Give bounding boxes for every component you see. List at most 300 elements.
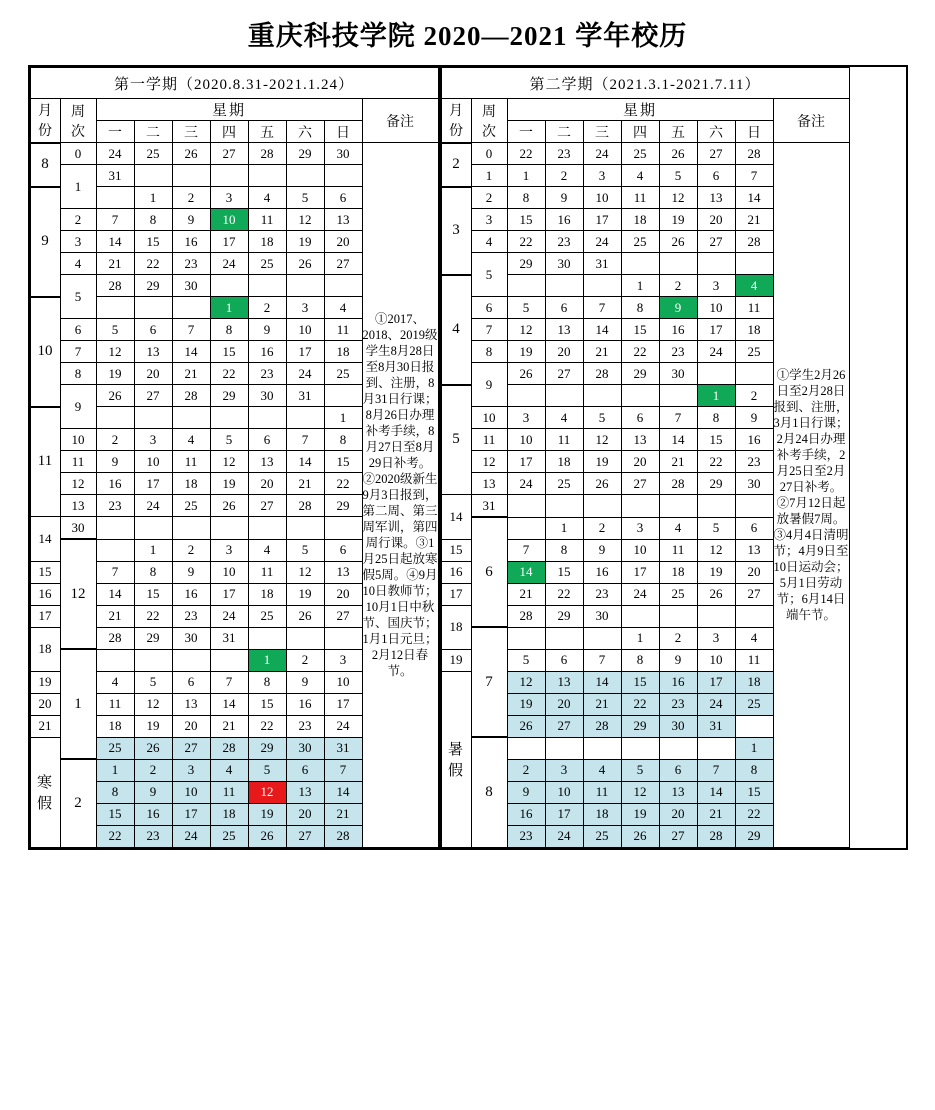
week-no-cell: 7: [471, 319, 507, 341]
day-cell: 11: [545, 429, 583, 451]
day-cell: 4: [248, 539, 286, 561]
header-note: 备注: [362, 99, 438, 143]
day-cell: 12: [248, 781, 286, 803]
day-cell: 17: [210, 231, 248, 253]
day-cell: [286, 275, 324, 297]
day-cell: [697, 737, 735, 759]
day-cell: [286, 517, 324, 540]
day-cell: 26: [134, 737, 172, 759]
week-no-cell: 6: [471, 297, 507, 319]
day-cell: [659, 737, 697, 759]
day-cell: 19: [286, 231, 324, 253]
day-cell: [735, 605, 773, 627]
day-cell: 11: [583, 781, 621, 803]
day-cell: [583, 627, 621, 649]
week-no-cell: 1: [471, 165, 507, 187]
day-cell: 21: [324, 803, 362, 825]
day-cell: 6: [621, 407, 659, 429]
day-cell: 22: [545, 583, 583, 605]
day-cell: 25: [324, 363, 362, 385]
day-cell: [659, 253, 697, 275]
day-cell: 11: [324, 319, 362, 341]
day-cell: 16: [545, 209, 583, 231]
day-cell: 7: [210, 671, 248, 693]
month-cell: 2: [60, 759, 96, 847]
day-cell: 28: [324, 825, 362, 847]
day-cell: 29: [210, 385, 248, 407]
day-cell: 3: [324, 649, 362, 671]
day-cell: 3: [583, 165, 621, 187]
page-title: 重庆科技学院 2020—2021 学年校历: [247, 21, 688, 51]
day-cell: 19: [96, 363, 134, 385]
day-cell: 10: [697, 297, 735, 319]
header-note: 备注: [773, 99, 849, 143]
day-cell: [621, 605, 659, 627]
day-cell: 17: [697, 671, 735, 693]
day-cell: 17: [210, 583, 248, 605]
day-cell: 28: [659, 473, 697, 495]
day-cell: 11: [210, 781, 248, 803]
week-no-cell: 19: [441, 649, 471, 671]
day-cell: 20: [172, 715, 210, 737]
day-cell: 14: [172, 341, 210, 363]
day-cell: [324, 385, 362, 407]
day-cell: 13: [621, 429, 659, 451]
day-cell: 3: [210, 539, 248, 561]
day-cell: 23: [507, 825, 545, 847]
day-cell: [621, 737, 659, 759]
day-cell: 5: [659, 165, 697, 187]
term-table: [30, 67, 439, 848]
week-no-cell: 1: [60, 165, 96, 209]
day-cell: 23: [248, 363, 286, 385]
day-cell: 22: [96, 825, 134, 847]
day-cell: 25: [583, 825, 621, 847]
weekday-label-3: 四: [621, 121, 659, 143]
week-no-cell: 16: [30, 583, 60, 605]
day-cell: 31: [697, 715, 735, 737]
day-cell: 17: [507, 451, 545, 473]
day-cell: [583, 385, 621, 407]
day-cell: 20: [286, 803, 324, 825]
day-cell: 27: [545, 363, 583, 385]
month-cell: 5: [441, 385, 471, 495]
day-cell: 29: [507, 253, 545, 275]
day-cell: 1: [621, 627, 659, 649]
day-cell: 9: [735, 407, 773, 429]
day-cell: 1: [545, 517, 583, 539]
day-cell: 25: [248, 253, 286, 275]
table-row: [30, 143, 438, 165]
month-cell: 4: [441, 275, 471, 385]
day-cell: 13: [697, 187, 735, 209]
week-no-cell: 19: [30, 671, 60, 693]
day-cell: 16: [172, 231, 210, 253]
day-cell: 27: [545, 715, 583, 737]
day-cell: 27: [172, 737, 210, 759]
month-cell: 2: [441, 143, 471, 187]
day-cell: 23: [545, 143, 583, 165]
week-no-cell: 2: [471, 187, 507, 209]
week-no-cell: 12: [60, 473, 96, 495]
day-cell: 18: [172, 473, 210, 495]
day-cell: 12: [583, 429, 621, 451]
day-cell: 16: [583, 561, 621, 583]
day-cell: 2: [735, 385, 773, 407]
day-cell: [659, 385, 697, 407]
term-heading: 第二学期（2021.3.1-2021.7.11）: [441, 68, 849, 99]
day-cell: [96, 517, 134, 540]
month-cell: 12: [60, 539, 96, 649]
day-cell: 10: [545, 781, 583, 803]
day-cell: 16: [507, 803, 545, 825]
day-cell: 31: [471, 495, 507, 518]
week-no-cell: 16: [441, 561, 471, 583]
day-cell: 5: [286, 539, 324, 561]
month-cell: 11: [30, 407, 60, 517]
day-cell: 6: [735, 517, 773, 539]
day-cell: 13: [545, 319, 583, 341]
day-cell: 30: [735, 473, 773, 495]
week-no-cell: 0: [471, 143, 507, 165]
day-cell: 25: [172, 495, 210, 517]
day-cell: 15: [621, 319, 659, 341]
day-cell: 4: [621, 165, 659, 187]
day-cell: 5: [697, 517, 735, 539]
day-cell: 13: [286, 781, 324, 803]
day-cell: [134, 649, 172, 671]
weekday-label-2: 三: [583, 121, 621, 143]
day-cell: 28: [583, 363, 621, 385]
day-cell: 27: [286, 825, 324, 847]
academic-calendar: [28, 65, 908, 850]
day-cell: 8: [324, 429, 362, 451]
day-cell: 13: [545, 671, 583, 693]
day-cell: 10: [324, 671, 362, 693]
day-cell: 14: [96, 231, 134, 253]
day-cell: 10: [134, 451, 172, 473]
day-cell: 10: [697, 649, 735, 671]
day-cell: 24: [697, 341, 735, 363]
day-cell: 2: [172, 539, 210, 561]
day-cell: [210, 407, 248, 429]
day-cell: 2: [545, 165, 583, 187]
day-cell: [583, 275, 621, 297]
day-cell: 26: [210, 495, 248, 517]
day-cell: 3: [697, 627, 735, 649]
day-cell: 7: [735, 165, 773, 187]
day-cell: 26: [286, 605, 324, 627]
day-cell: 26: [507, 715, 545, 737]
day-cell: [507, 517, 545, 539]
day-cell: 20: [248, 473, 286, 495]
day-cell: 29: [248, 737, 286, 759]
week-no-cell: 14: [30, 517, 60, 562]
day-cell: 28: [735, 231, 773, 253]
day-cell: 19: [507, 341, 545, 363]
day-cell: 22: [248, 715, 286, 737]
day-cell: [545, 385, 583, 407]
day-cell: 2: [134, 759, 172, 781]
day-cell: 11: [172, 451, 210, 473]
day-cell: 25: [621, 143, 659, 165]
day-cell: 29: [286, 143, 324, 165]
weekday-label-5: 六: [286, 121, 324, 143]
vacation-cell: 寒假: [30, 737, 60, 847]
day-cell: 27: [210, 143, 248, 165]
day-cell: 18: [621, 209, 659, 231]
day-cell: 21: [735, 209, 773, 231]
day-cell: 24: [96, 143, 134, 165]
day-cell: 28: [172, 385, 210, 407]
day-cell: 31: [324, 737, 362, 759]
day-cell: 12: [697, 539, 735, 561]
day-cell: 15: [248, 693, 286, 715]
day-cell: 4: [583, 759, 621, 781]
day-cell: 1: [507, 165, 545, 187]
day-cell: [134, 407, 172, 429]
day-cell: 26: [96, 385, 134, 407]
month-cell: 7: [471, 627, 507, 737]
week-no-cell: 10: [60, 429, 96, 451]
week-no-cell: 8: [60, 363, 96, 385]
day-cell: [545, 275, 583, 297]
day-cell: 6: [697, 165, 735, 187]
day-cell: [697, 605, 735, 627]
day-cell: 24: [507, 473, 545, 495]
day-cell: 18: [210, 803, 248, 825]
day-cell: 19: [286, 583, 324, 605]
day-cell: 30: [172, 627, 210, 649]
day-cell: 22: [210, 363, 248, 385]
day-cell: 3: [286, 297, 324, 319]
day-cell: 27: [134, 385, 172, 407]
term-2-block: [441, 67, 850, 848]
day-cell: 11: [248, 561, 286, 583]
day-cell: 8: [134, 209, 172, 231]
week-no-cell: 14: [441, 495, 471, 540]
day-cell: [697, 253, 735, 275]
term-table: [441, 67, 850, 848]
day-cell: [248, 407, 286, 429]
day-cell: 9: [507, 781, 545, 803]
day-cell: 13: [248, 451, 286, 473]
day-cell: 25: [659, 583, 697, 605]
day-cell: [697, 363, 735, 385]
day-cell: 11: [659, 539, 697, 561]
day-cell: 25: [248, 605, 286, 627]
weekday-label-1: 二: [545, 121, 583, 143]
day-cell: 1: [134, 539, 172, 561]
day-cell: 9: [545, 187, 583, 209]
day-cell: 16: [659, 319, 697, 341]
week-no-cell: 11: [60, 451, 96, 473]
day-cell: 13: [324, 561, 362, 583]
day-cell: 16: [659, 671, 697, 693]
header-month: 月 份: [441, 99, 471, 143]
day-cell: 19: [583, 451, 621, 473]
weekday-label-0: 一: [507, 121, 545, 143]
day-cell: [735, 253, 773, 275]
day-cell: 24: [324, 715, 362, 737]
day-cell: 5: [583, 407, 621, 429]
day-cell: 30: [324, 143, 362, 165]
day-cell: 24: [697, 693, 735, 715]
day-cell: 28: [286, 495, 324, 517]
day-cell: 27: [324, 253, 362, 275]
day-cell: 11: [96, 693, 134, 715]
day-cell: 21: [172, 363, 210, 385]
day-cell: 31: [96, 165, 134, 187]
day-cell: 31: [210, 627, 248, 649]
term-heading: 第一学期（2020.8.31-2021.1.24）: [30, 68, 438, 99]
day-cell: 8: [507, 187, 545, 209]
day-cell: 11: [621, 187, 659, 209]
day-cell: 25: [735, 693, 773, 715]
day-cell: 15: [507, 209, 545, 231]
day-cell: 21: [96, 605, 134, 627]
week-no-cell: 3: [60, 231, 96, 253]
day-cell: 12: [286, 209, 324, 231]
day-cell: 12: [507, 319, 545, 341]
day-cell: 9: [134, 781, 172, 803]
day-cell: 5: [134, 671, 172, 693]
day-cell: 29: [134, 627, 172, 649]
day-cell: 26: [697, 583, 735, 605]
day-cell: [172, 165, 210, 187]
day-cell: 22: [507, 143, 545, 165]
month-cell: 3: [441, 187, 471, 275]
day-cell: 14: [735, 187, 773, 209]
day-cell: 26: [659, 231, 697, 253]
weekday-label-3: 四: [210, 121, 248, 143]
day-cell: 22: [735, 803, 773, 825]
day-cell: 14: [583, 671, 621, 693]
day-cell: [659, 605, 697, 627]
day-cell: 5: [286, 187, 324, 209]
day-cell: [583, 495, 621, 518]
weekday-label-6: 日: [735, 121, 773, 143]
day-cell: 7: [96, 209, 134, 231]
header-weekday: 星期: [507, 99, 773, 121]
day-cell: 1: [621, 275, 659, 297]
day-cell: [545, 627, 583, 649]
day-cell: 13: [172, 693, 210, 715]
day-cell: 24: [172, 825, 210, 847]
day-cell: 7: [583, 649, 621, 671]
day-cell: 21: [96, 253, 134, 275]
day-cell: 17: [621, 561, 659, 583]
week-no-cell: 18: [441, 605, 471, 649]
day-cell: 22: [507, 231, 545, 253]
month-cell: 8: [471, 737, 507, 847]
day-cell: 26: [286, 253, 324, 275]
day-cell: 6: [545, 649, 583, 671]
term-note: ①学生2月26日至2月28日报到、注册，3月1日行课；2月24日办理补考手续，2月25日至2月27日补考。②7月12日起放暑假7周。③4月4日清明节；4月9日至10日运动会；5月1日劳动节；6月14日端午节。: [773, 143, 849, 848]
day-cell: 23: [134, 825, 172, 847]
day-cell: 17: [324, 693, 362, 715]
day-cell: 11: [735, 649, 773, 671]
day-cell: 19: [697, 561, 735, 583]
day-cell: 6: [659, 759, 697, 781]
day-cell: 3: [507, 407, 545, 429]
day-cell: 5: [210, 429, 248, 451]
day-cell: 6: [286, 759, 324, 781]
day-cell: 17: [134, 473, 172, 495]
day-cell: [324, 275, 362, 297]
day-cell: [210, 649, 248, 671]
week-no-cell: 12: [471, 451, 507, 473]
week-no-cell: 11: [471, 429, 507, 451]
day-cell: 12: [134, 693, 172, 715]
week-no-cell: 21: [30, 715, 60, 737]
month-cell: 1: [60, 649, 96, 759]
day-cell: [172, 297, 210, 319]
day-cell: 30: [583, 605, 621, 627]
day-cell: 27: [324, 605, 362, 627]
day-cell: [210, 275, 248, 297]
day-cell: 19: [659, 209, 697, 231]
day-cell: 7: [583, 297, 621, 319]
day-cell: 8: [697, 407, 735, 429]
day-cell: [324, 165, 362, 187]
day-cell: 7: [659, 407, 697, 429]
day-cell: 24: [210, 605, 248, 627]
day-cell: 6: [324, 187, 362, 209]
day-cell: 19: [210, 473, 248, 495]
day-cell: 10: [210, 561, 248, 583]
day-cell: 8: [621, 297, 659, 319]
day-cell: [286, 627, 324, 649]
day-cell: 15: [545, 561, 583, 583]
day-cell: 9: [583, 539, 621, 561]
day-cell: 2: [96, 429, 134, 451]
day-cell: 14: [286, 451, 324, 473]
day-cell: 23: [583, 583, 621, 605]
day-cell: 20: [659, 803, 697, 825]
day-cell: 22: [621, 341, 659, 363]
day-cell: 22: [134, 605, 172, 627]
day-cell: 28: [583, 715, 621, 737]
day-cell: 23: [545, 231, 583, 253]
day-cell: 11: [735, 297, 773, 319]
day-cell: 18: [248, 583, 286, 605]
day-cell: [134, 165, 172, 187]
weekday-label-4: 五: [248, 121, 286, 143]
day-cell: 10: [621, 539, 659, 561]
day-cell: [697, 495, 735, 518]
day-cell: 13: [659, 781, 697, 803]
day-cell: 5: [507, 297, 545, 319]
day-cell: 4: [735, 627, 773, 649]
week-no-cell: 15: [30, 561, 60, 583]
week-no-cell: 5: [60, 275, 96, 319]
day-cell: 24: [134, 495, 172, 517]
day-cell: 12: [507, 671, 545, 693]
day-cell: 5: [96, 319, 134, 341]
day-cell: 3: [545, 759, 583, 781]
month-cell: 9: [30, 187, 60, 297]
day-cell: 6: [172, 671, 210, 693]
day-cell: 28: [507, 605, 545, 627]
day-cell: 27: [621, 473, 659, 495]
day-cell: 30: [172, 275, 210, 297]
day-cell: [96, 187, 134, 209]
day-cell: 25: [545, 473, 583, 495]
day-cell: 27: [697, 231, 735, 253]
day-cell: 16: [134, 803, 172, 825]
day-cell: [248, 517, 286, 540]
